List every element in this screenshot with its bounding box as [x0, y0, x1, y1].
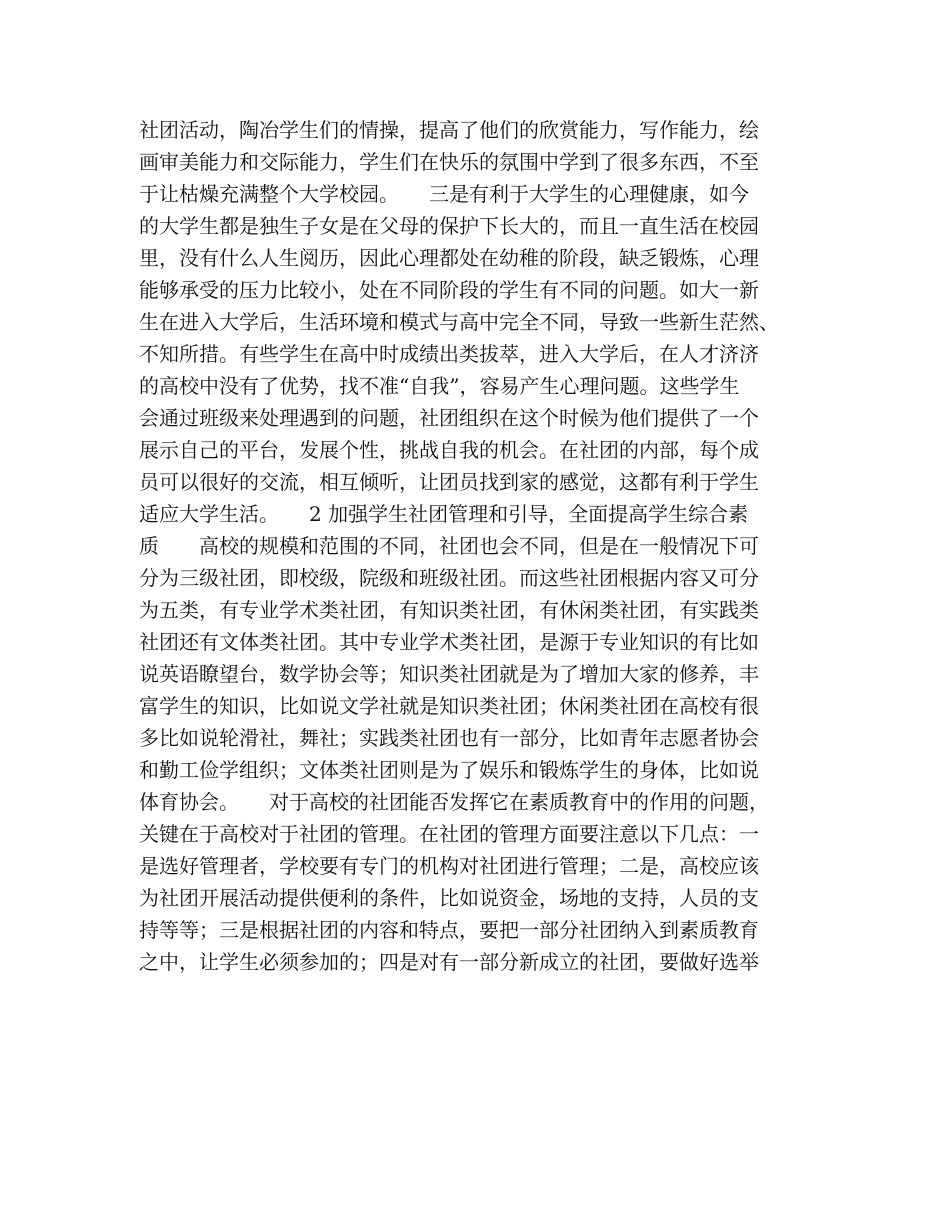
text-line: 社团活动，陶冶学生们的情操，提高了他们的欣赏能力，写作能力，绘	[139, 118, 759, 142]
text-line: 说英语瞭望台，数学协会等；知识类社团就是为了增加大家的修养，丰	[139, 662, 759, 686]
text-line: 为社团开展活动提供便利的条件，比如说资金，场地的支持，人员的支	[139, 886, 759, 910]
text-line: 为五类，有专业学术类社团，有知识类社团，有休闲类社团，有实践类	[139, 598, 759, 622]
text-line: 富学生的知识，比如说文学社就是知识类社团；休闲类社团在高校有很	[139, 694, 759, 718]
text-line: 和勤工俭学组织；文体类社团则是为了娱乐和锻炼学生的身体，比如说	[139, 758, 759, 782]
body-text	[139, 114, 819, 978]
text-line: 的大学生都是独生子女是在父母的保护下长大的，而且一直生活在校园	[139, 214, 759, 238]
text-line: 生在进入大学后，生活环境和模式与高中完全不同，导致一些新生茫然、	[139, 310, 779, 334]
text-line: 多比如说轮滑社，舞社；实践类社团也有一部分，比如青年志愿者协会	[139, 726, 759, 750]
text-line: 质 高校的规模和范围的不同，社团也会不同，但是在一般情况下可	[139, 534, 759, 558]
text-line: 员可以很好的交流，相互倾听，让团员找到家的感觉，这都有利于学生	[139, 470, 759, 494]
text-line: 的高校中没有了优势，找不准“自我”，容易产生心理问题。这些学生	[139, 374, 740, 398]
text-line: 会通过班级来处理遇到的问题，社团组织在这个时候为他们提供了一个	[139, 406, 759, 430]
text-line: 里，没有什么人生阅历，因此心理都处在幼稚的阶段，缺乏锻炼，心理	[139, 246, 759, 270]
text-line: 画审美能力和交际能力，学生们在快乐的氛围中学到了很多东西，不至	[139, 150, 759, 174]
text-line: 能够承受的压力比较小，处在不同阶段的学生有不同的问题。如大一新	[139, 278, 759, 302]
text-line: 关键在于高校对于社团的管理。在社团的管理方面要注意以下几点：一	[139, 822, 759, 846]
text-line: 不知所措。有些学生在高中时成绩出类拔萃，进入大学后，在人才济济	[139, 342, 759, 366]
text-line: 体育协会。 对于高校的社团能否发挥它在素质教育中的作用的问题，	[139, 790, 769, 814]
text-line: 是选好管理者，学校要有专门的机构对社团进行管理；二是，高校应该	[139, 854, 759, 878]
text-line: 分为三级社团，即校级，院级和班级社团。而这些社团根据内容又可分	[139, 566, 759, 590]
text-line: 之中，让学生必须参加的；四是对有一部分新成立的社团，要做好选举	[139, 950, 759, 974]
text-line: 于让枯燥充满整个大学校园。 三是有利于大学生的心理健康，如今	[139, 182, 749, 206]
text-line: 社团还有文体类社团。其中专业学术类社团，是源于专业知识的有比如	[139, 630, 759, 654]
text-line: 持等等；三是根据社团的内容和特点，要把一部分社团纳入到素质教育	[139, 918, 759, 942]
text-line: 展示自己的平台，发展个性，挑战自我的机会。在社团的内部，每个成	[139, 438, 759, 462]
text-line: 适应大学生活。 2 加强学生社团管理和引导，全面提高学生综合素	[139, 502, 749, 526]
